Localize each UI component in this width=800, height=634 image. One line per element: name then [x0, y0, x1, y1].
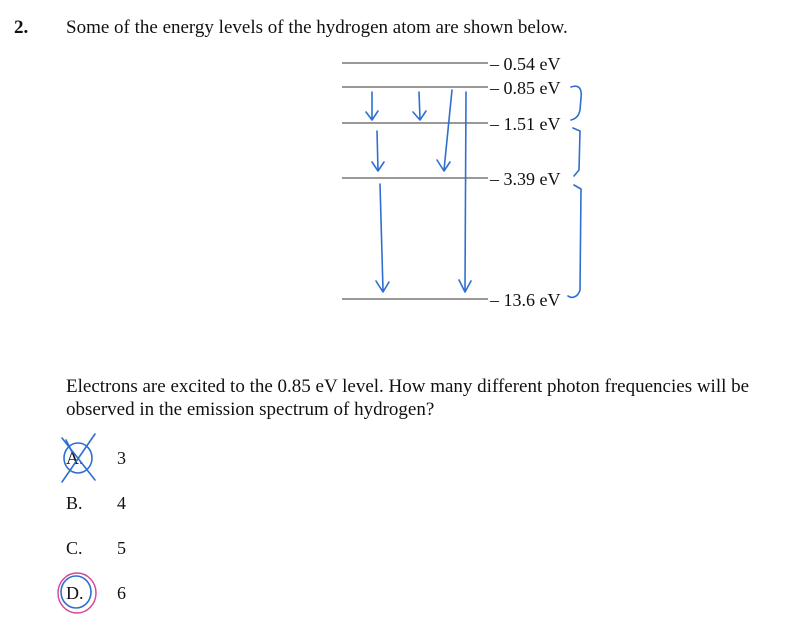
- bracket-151-339: [573, 128, 580, 176]
- level-label-151: – 1.51 eV: [490, 114, 561, 134]
- option-d-value: 6: [117, 583, 126, 603]
- level-label-136: – 13.6 eV: [490, 290, 561, 310]
- question-prompt: Electrons are excited to the 0.85 eV level. How many different photon frequencies will be observed in the emission spectrum of hydrogen?: [66, 376, 750, 420]
- arrow-085-151-b: [413, 92, 426, 120]
- arrow-085-136: [459, 92, 471, 292]
- bracket-085-151: [571, 86, 581, 120]
- arrow-085-151-a: [366, 92, 378, 120]
- arrow-085-339: [437, 90, 452, 171]
- option-b-value: 4: [117, 493, 126, 513]
- option-c-value: 5: [117, 538, 126, 558]
- question-number: 2.: [14, 17, 29, 38]
- option-b-letter: B.: [66, 493, 83, 513]
- level-label-085: – 0.85 eV: [490, 78, 561, 98]
- option-a-value: 3: [117, 448, 126, 468]
- bracket-339-136: [568, 185, 581, 297]
- option-a-letter: A.: [66, 448, 84, 468]
- arrow-151-339-a: [372, 131, 384, 171]
- option-d-letter: D.: [66, 583, 84, 603]
- level-label-339: – 3.39 eV: [490, 169, 561, 189]
- option-c-letter: C.: [66, 538, 83, 558]
- arrow-339-136: [376, 184, 389, 292]
- question-text: Some of the energy levels of the hydrogen atom are shown below.: [66, 17, 568, 38]
- level-label-054: – 0.54 eV: [490, 54, 561, 74]
